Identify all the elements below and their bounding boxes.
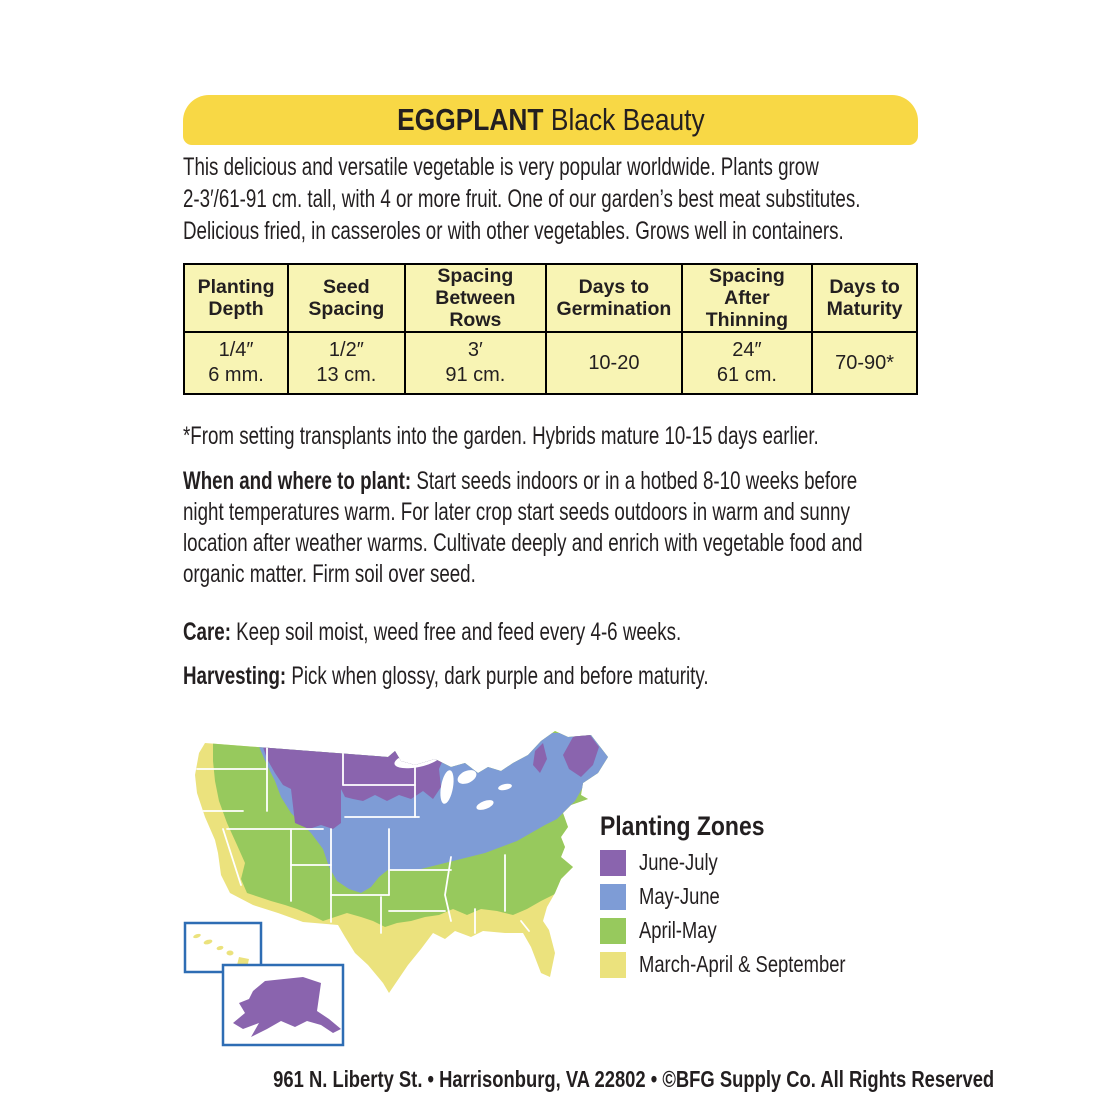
seed-packet-back: [183, 0, 995, 1100]
when-heading: When and where to plant:: [183, 467, 412, 495]
column-header-thinning: Spacing After Thinning: [682, 264, 812, 332]
planting-zone-map-section: [183, 725, 918, 1060]
legend-swatch-may-june: [600, 884, 626, 910]
spec-table: [183, 263, 918, 395]
legend-swatch-june-july: [600, 850, 626, 876]
legend-label: June-July: [639, 849, 718, 875]
when-line: location after weather warms. Cultivate deeply and enrich with vegetable food and: [183, 529, 863, 557]
us-planting-zone-map: [183, 725, 643, 1060]
when-where-section: [183, 466, 1089, 590]
harvesting-section: Harvesting: Pick when glossy, dark purple and before maturity.: [183, 662, 709, 690]
column-header-planting-depth: Planting Depth: [184, 264, 288, 332]
care-section: Care: Keep soil moist, weed free and feed every 4-6 weeks.: [183, 618, 682, 646]
legend-item: [600, 883, 897, 910]
description-line: This delicious and versatile vegetable is very popular worldwide. Plants grow: [183, 153, 819, 181]
product-name: EGGPLANT: [396, 102, 544, 137]
column-header-spacing-rows: Spacing Between Rows: [405, 264, 546, 332]
legend-swatch-march-april-september: [600, 952, 626, 978]
when-line: night temperatures warm. For later crop start seeds outdoors in warm and sunny: [183, 498, 850, 526]
column-header-maturity: Days to Maturity: [812, 264, 917, 332]
legend-item: [600, 951, 897, 978]
when-line: organic matter. Firm soil over seed.: [183, 560, 476, 588]
description-line: 2-3′/61-91 cm. tall, with 4 or more fruit. One of our garden’s best meat substitutes.: [183, 185, 861, 213]
product-variety: Black Beauty: [550, 102, 705, 137]
footer-text: 961 N. Liberty St. • Harrisonburg, VA 22802 • ©BFG Supply Co. All Rights Reserved: [273, 1066, 995, 1092]
alaska-inset: [223, 965, 343, 1045]
legend-item: [600, 849, 897, 876]
when-line: When and where to plant: Start seeds indoors or in a hotbed 8-10 weeks before: [183, 467, 858, 495]
legend-label: March-April & September: [639, 951, 846, 977]
title-banner: [183, 95, 918, 145]
legend-title: Planting Zones: [600, 811, 765, 841]
spec-value-spacing-rows: 3′ 91 cm.: [405, 332, 546, 394]
spec-table-header-row: [184, 264, 917, 332]
legend-swatch-april-may: [600, 918, 626, 944]
legend-label: May-June: [639, 883, 720, 909]
description-line: Delicious fried, in casseroles or with other vegetables. Grows well in containers.: [183, 217, 844, 245]
spec-value-germination: 10-20: [546, 332, 682, 394]
spec-table-value-row: [184, 332, 917, 394]
page-title: [397, 102, 705, 138]
legend-label: April-May: [639, 917, 717, 943]
column-header-seed-spacing: Seed Spacing: [288, 264, 405, 332]
harvesting-heading: Harvesting:: [183, 662, 287, 690]
care-heading: Care:: [183, 618, 231, 646]
column-header-germination: Days to Germination: [546, 264, 682, 332]
spec-value-planting-depth: 1/4″ 6 mm.: [184, 332, 288, 394]
planting-zones-legend: [600, 811, 897, 978]
spec-value-maturity: 70-90*: [812, 332, 917, 394]
footnote: *From setting transplants into the garden. Hybrids mature 10-15 days earlier.: [183, 422, 819, 450]
description: [183, 151, 1086, 247]
spec-value-seed-spacing: 1/2″ 13 cm.: [288, 332, 405, 394]
legend-item: [600, 917, 897, 944]
spec-value-thinning: 24″ 61 cm.: [682, 332, 812, 394]
footer: [183, 1066, 995, 1093]
